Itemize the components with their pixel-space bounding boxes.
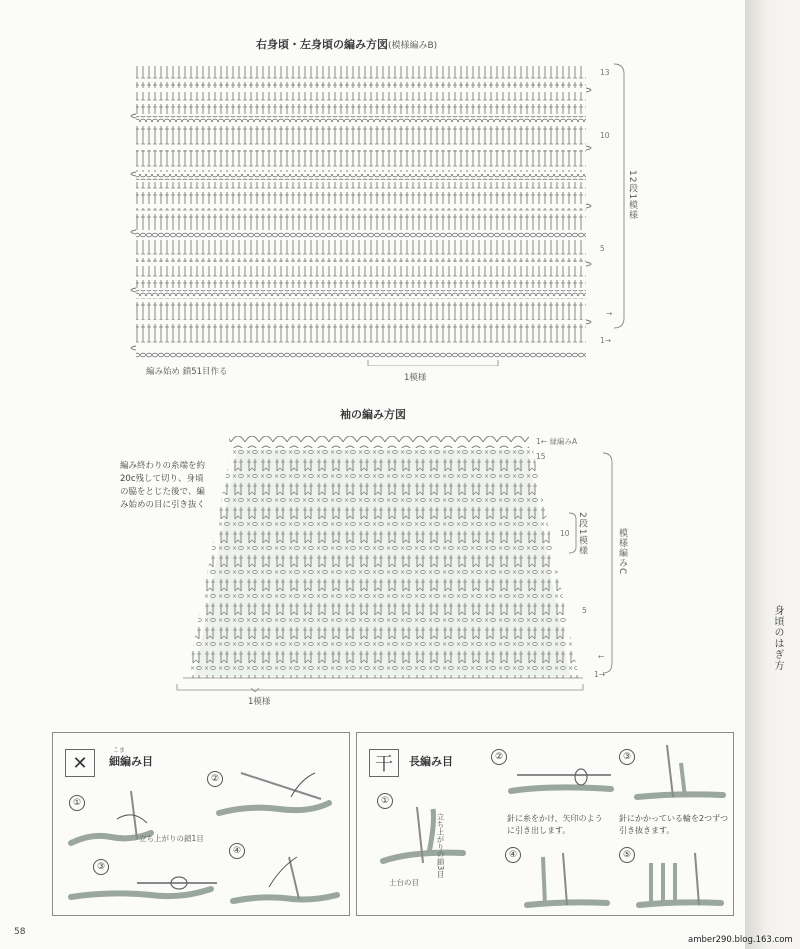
dc-step-2: ② bbox=[491, 749, 507, 765]
sc-step-1: ① bbox=[69, 795, 85, 811]
dc-step-5: ⑤ bbox=[619, 847, 635, 863]
sleeve-edge-label: 1← 縁編みA bbox=[536, 437, 578, 446]
body-chart-title-sub: (模様編みB) bbox=[388, 41, 438, 51]
dc-caption-3: 針にかかっている輪を2つずつ引き抜きます。 bbox=[619, 814, 729, 835]
sleeve-repeat-width-label: 1模様 bbox=[248, 697, 271, 707]
dc-annotation-turn: 立ち上がりの鎖3目 bbox=[436, 813, 445, 878]
dc-caption-2: 針に糸をかけ、矢印のように引き出します。 bbox=[507, 814, 603, 835]
sleeve-repeat-rows-label: 2段1模様 bbox=[577, 512, 587, 556]
sleeve-edge-marker bbox=[536, 436, 577, 447]
sleeve-row-10: 10 bbox=[560, 529, 570, 538]
sleeve-chart-diagram bbox=[175, 432, 590, 692]
side-section-label: 身頃のはぎ方 bbox=[772, 605, 783, 671]
dc-step-1: ① bbox=[377, 793, 393, 809]
single-crochet-symbol: ✕ bbox=[65, 749, 95, 777]
dc-step-3: ③ bbox=[619, 749, 635, 765]
double-crochet-title: 長編み目 bbox=[409, 755, 453, 768]
sc-step-2: ② bbox=[207, 771, 223, 787]
body-arrow-right: → bbox=[606, 309, 613, 318]
dc-step-3-illustration bbox=[633, 743, 729, 805]
dc-step-4: ④ bbox=[505, 847, 521, 863]
sleeve-chart-title: 袖の編み方図 bbox=[340, 408, 406, 421]
sc-step-4: ④ bbox=[229, 843, 245, 859]
sleeve-arrow-left: ← bbox=[598, 652, 605, 661]
dc-step-4-illustration bbox=[523, 849, 613, 911]
sleeve-pattern-label: 模様編みC bbox=[617, 528, 627, 576]
double-crochet-box bbox=[356, 732, 734, 916]
sleeve-finish-note: 編み終わりの糸端を約20c残して切り、身頃の脇をとじた後で、編み始めの目に引き抜く bbox=[120, 461, 206, 510]
body-row-1-marker: 1→ bbox=[600, 336, 612, 345]
body-row-10: 10 bbox=[600, 131, 610, 140]
body-repeat-rows-label: 12段1模様 bbox=[627, 170, 637, 221]
sc-step-2-illustration bbox=[211, 769, 343, 825]
body-chart-title bbox=[256, 36, 437, 52]
sc-step-3-illustration bbox=[67, 853, 217, 909]
sleeve-row-1-marker: 1→ bbox=[594, 670, 606, 679]
single-crochet-box bbox=[52, 732, 350, 916]
sleeve-row-15: 15 bbox=[536, 452, 546, 461]
page-gutter bbox=[745, 0, 800, 949]
dc-annotation-base: 土台の目 bbox=[389, 878, 419, 887]
sc-annotation: 立ち上がりの鎖1目 bbox=[139, 834, 204, 843]
sc-step-4-illustration bbox=[229, 851, 341, 911]
body-foundation-label: 編み始め 鎖51目作る bbox=[146, 367, 228, 377]
body-row-13: 13 bbox=[600, 68, 610, 77]
watermark-url: amber290.blog.163.com bbox=[688, 935, 793, 945]
body-row-5: 5 bbox=[600, 244, 605, 253]
body-chart-diagram bbox=[128, 58, 598, 366]
dc-step-5-illustration bbox=[635, 849, 727, 911]
dc-step-2-illustration bbox=[507, 753, 617, 803]
body-chart-title-main: 右身頃・左身頃の編み方図 bbox=[256, 38, 388, 51]
single-crochet-furigana: こま bbox=[113, 747, 126, 754]
sleeve-row-5: 5 bbox=[582, 606, 587, 615]
sc-step-3: ③ bbox=[93, 859, 109, 875]
page-number: 58 bbox=[14, 927, 26, 937]
sleeve-pattern-bracket bbox=[602, 452, 614, 674]
single-crochet-title: 細編み目 bbox=[109, 755, 153, 768]
dc-step-1-illustration bbox=[379, 803, 469, 883]
double-crochet-symbol: 干 bbox=[369, 749, 399, 777]
body-repeat-width-label: 1模様 bbox=[404, 373, 427, 383]
